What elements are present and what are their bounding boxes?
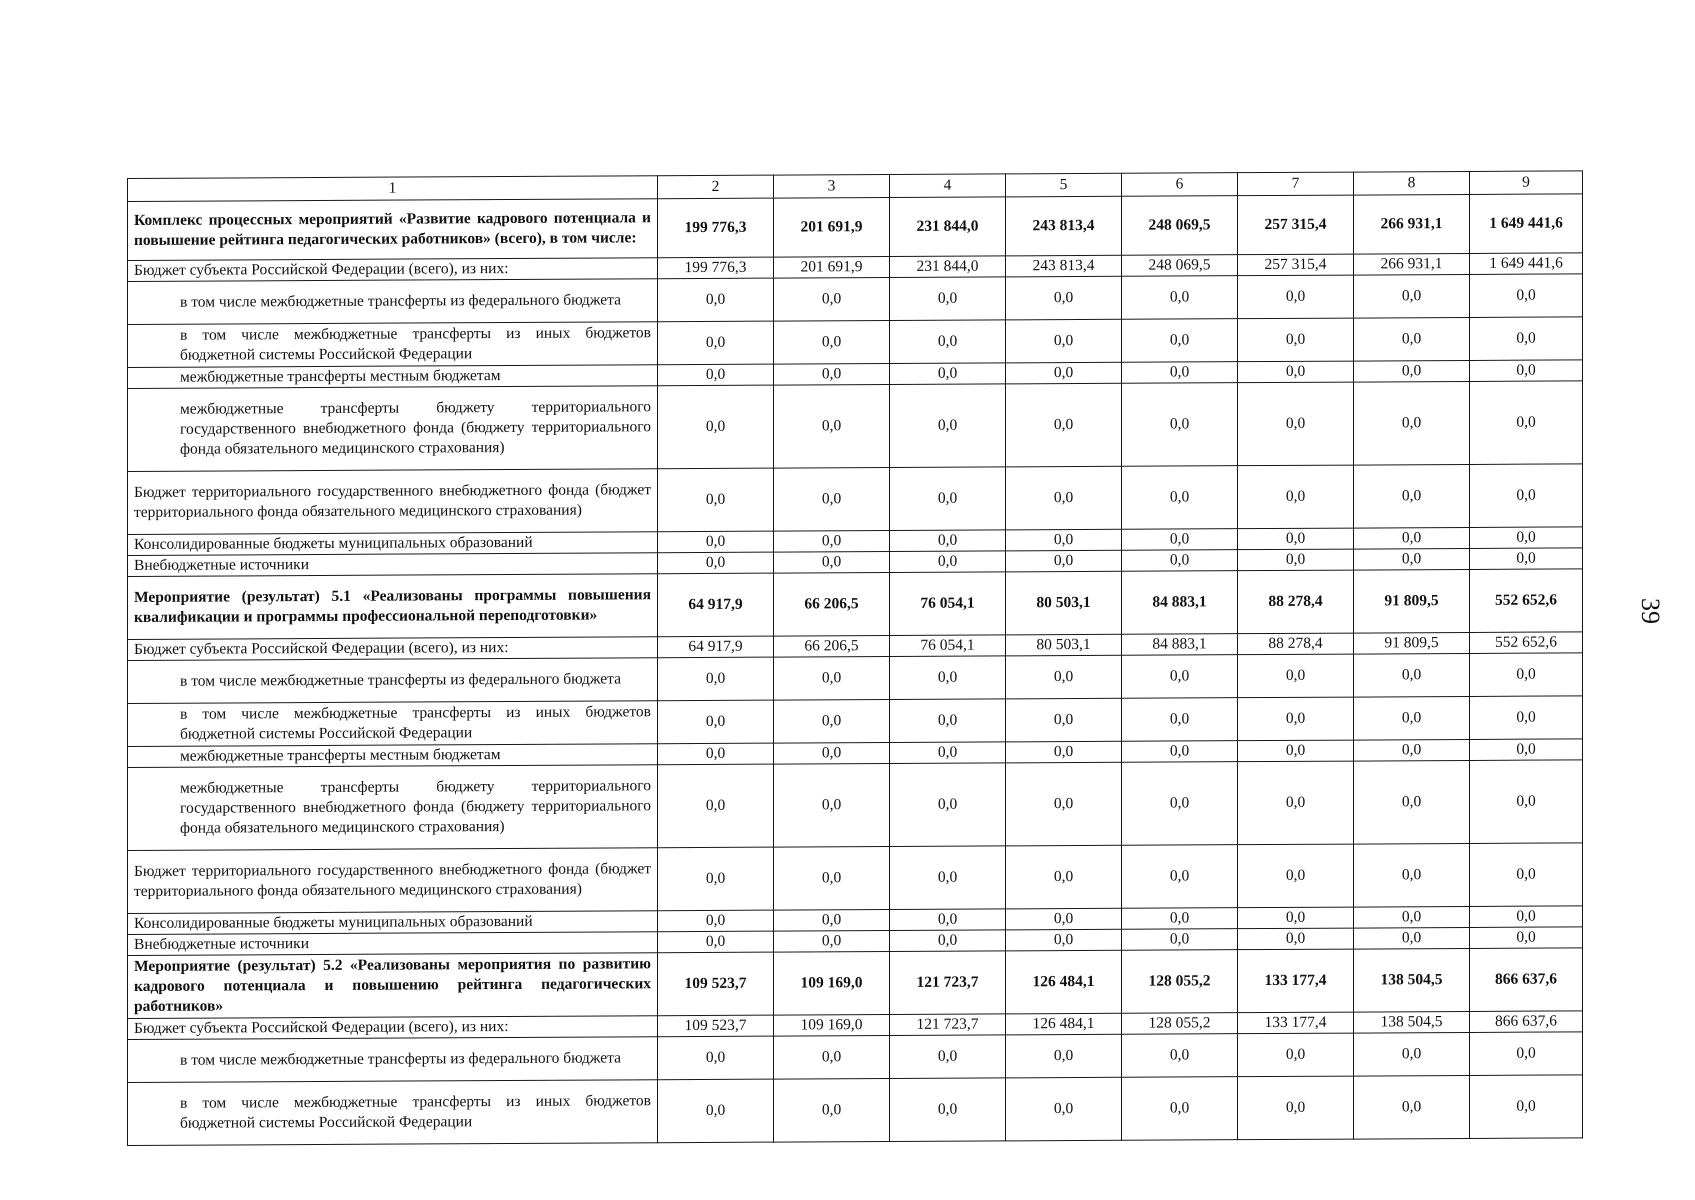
value-cell: 0,0 xyxy=(1122,383,1238,467)
value-cell: 0,0 xyxy=(1006,1034,1122,1078)
value-cell: 0,0 xyxy=(1470,527,1583,549)
value-cell: 0,0 xyxy=(1354,464,1470,528)
table-row xyxy=(128,274,1583,325)
value-cell: 0,0 xyxy=(1006,741,1122,763)
value-cell: 84 883,1 xyxy=(1122,634,1238,656)
value-cell: 0,0 xyxy=(658,657,774,701)
value-cell: 64 917,9 xyxy=(658,573,774,637)
value-cell: 109 169,0 xyxy=(774,952,890,1016)
budget-table xyxy=(127,170,1583,1146)
table-row xyxy=(128,696,1583,747)
value-cell: 0,0 xyxy=(1122,929,1238,951)
row-label: Внебюджетные источники xyxy=(128,553,658,577)
value-cell: 0,0 xyxy=(1470,381,1583,465)
value-cell: 0,0 xyxy=(658,910,774,932)
value-cell: 0,0 xyxy=(1238,928,1354,950)
value-cell: 133 177,4 xyxy=(1238,1012,1354,1034)
value-cell: 248 069,5 xyxy=(1122,196,1238,256)
value-cell: 0,0 xyxy=(1238,549,1354,571)
value-cell: 0,0 xyxy=(1006,762,1122,846)
value-cell: 0,0 xyxy=(890,1078,1006,1142)
row-label: Бюджет субъекта Российской Федерации (всего), из них: xyxy=(128,637,658,661)
value-cell: 0,0 xyxy=(1122,550,1238,572)
value-cell: 0,0 xyxy=(1470,739,1583,761)
value-cell: 0,0 xyxy=(774,764,890,848)
value-cell: 0,0 xyxy=(1470,1032,1583,1076)
value-cell: 0,0 xyxy=(1470,548,1583,570)
value-cell: 266 931,1 xyxy=(1354,253,1470,275)
value-cell: 0,0 xyxy=(658,1079,774,1143)
value-cell: 0,0 xyxy=(1122,655,1238,699)
value-cell: 0,0 xyxy=(1354,906,1470,928)
value-cell: 0,0 xyxy=(1238,907,1354,929)
value-cell: 128 055,2 xyxy=(1122,950,1238,1014)
row-label: межбюджетные трансферты бюджету территориального государственного внебюджетного фонда (бюджету территориального фонда обязательного медицинского страхования) xyxy=(128,386,658,472)
value-cell: 0,0 xyxy=(1354,927,1470,949)
value-cell: 0,0 xyxy=(658,764,774,848)
value-cell: 0,0 xyxy=(774,1036,890,1080)
value-cell: 0,0 xyxy=(1122,276,1238,320)
value-cell: 109 523,7 xyxy=(658,952,774,1016)
value-cell: 0,0 xyxy=(890,930,1006,952)
value-cell: 0,0 xyxy=(1006,383,1122,467)
value-cell: 0,0 xyxy=(1470,274,1583,318)
value-cell: 76 054,1 xyxy=(890,635,1006,657)
value-cell: 0,0 xyxy=(1470,927,1583,949)
value-cell: 0,0 xyxy=(1122,529,1238,551)
value-cell: 0,0 xyxy=(1354,843,1470,907)
table-row xyxy=(128,1075,1583,1146)
value-cell: 109 523,7 xyxy=(658,1015,774,1037)
value-cell: 0,0 xyxy=(658,743,774,765)
row-label: межбюджетные трансферты местным бюджетам xyxy=(128,744,658,768)
header-cell: 5 xyxy=(1006,173,1122,197)
row-label: в том числе межбюджетные трансферты из федерального бюджета xyxy=(128,658,658,704)
row-label: межбюджетные трансферты местным бюджетам xyxy=(128,365,658,389)
value-cell: 109 169,0 xyxy=(774,1015,890,1037)
value-cell: 0,0 xyxy=(774,552,890,574)
value-cell: 138 504,5 xyxy=(1354,1011,1470,1033)
value-cell: 0,0 xyxy=(890,742,1006,764)
value-cell: 0,0 xyxy=(1238,318,1354,362)
value-cell: 138 504,5 xyxy=(1354,948,1470,1012)
value-cell: 91 809,5 xyxy=(1354,632,1470,654)
value-cell: 0,0 xyxy=(658,931,774,953)
value-cell: 0,0 xyxy=(1470,653,1583,697)
value-cell: 128 055,2 xyxy=(1122,1013,1238,1035)
value-cell: 552 652,6 xyxy=(1470,632,1583,654)
value-cell: 0,0 xyxy=(1470,464,1583,528)
value-cell: 0,0 xyxy=(890,909,1006,931)
header-cell: 2 xyxy=(658,175,774,199)
value-cell: 0,0 xyxy=(658,321,774,365)
value-cell: 0,0 xyxy=(1354,527,1470,549)
value-cell: 0,0 xyxy=(1354,696,1470,740)
row-label: в том числе межбюджетные трансферты из федерального бюджета xyxy=(128,1037,658,1083)
value-cell: 0,0 xyxy=(774,847,890,911)
value-cell: 0,0 xyxy=(1006,929,1122,951)
value-cell: 0,0 xyxy=(890,846,1006,910)
value-cell: 0,0 xyxy=(1122,908,1238,930)
row-label: Бюджет территориального государственного внебюджетного фонда (бюджет территориального фонда обязательного медицинского страхования) xyxy=(128,848,658,914)
table-row xyxy=(128,843,1583,914)
value-cell: 1 649 441,6 xyxy=(1470,253,1583,275)
value-cell: 0,0 xyxy=(1470,1075,1583,1139)
row-label: Бюджет субъекта Российской Федерации (всего), из них: xyxy=(128,258,658,282)
value-cell: 0,0 xyxy=(774,278,890,322)
value-cell: 0,0 xyxy=(1238,275,1354,319)
value-cell: 0,0 xyxy=(1354,317,1470,361)
value-cell: 0,0 xyxy=(1354,360,1470,382)
row-label: Внебюджетные источники xyxy=(128,932,658,956)
value-cell: 0,0 xyxy=(1354,548,1470,570)
value-cell: 76 054,1 xyxy=(890,572,1006,636)
value-cell: 0,0 xyxy=(1122,1077,1238,1141)
value-cell: 0,0 xyxy=(890,551,1006,573)
table-row xyxy=(128,569,1583,640)
value-cell: 0,0 xyxy=(1238,528,1354,550)
value-cell: 133 177,4 xyxy=(1238,949,1354,1013)
value-cell: 0,0 xyxy=(774,385,890,469)
row-label: Мероприятие (результат) 5.2 «Реализованы мероприятия по развитию кадрового потенциала и повышению рейтинга педагогических работников» xyxy=(128,953,658,1019)
value-cell: 0,0 xyxy=(1122,845,1238,909)
table-row xyxy=(128,464,1583,535)
row-label: межбюджетные трансферты бюджету территориального государственного внебюджетного фонда (бюджету территориального фонда обязательного медицинского страхования) xyxy=(128,765,658,851)
value-cell: 0,0 xyxy=(774,910,890,932)
row-label: Бюджет субъекта Российской Федерации (всего), из них: xyxy=(128,1016,658,1040)
value-cell: 0,0 xyxy=(774,321,890,365)
value-cell: 0,0 xyxy=(1354,274,1470,318)
value-cell: 0,0 xyxy=(1238,361,1354,383)
value-cell: 257 315,4 xyxy=(1238,195,1354,255)
header-cell: 8 xyxy=(1354,171,1470,195)
value-cell: 0,0 xyxy=(1122,1034,1238,1078)
value-cell: 66 206,5 xyxy=(774,573,890,637)
row-label: Консолидированные бюджеты муниципальных образований xyxy=(128,532,658,556)
header-cell: 6 xyxy=(1122,173,1238,197)
value-cell: 0,0 xyxy=(1006,655,1122,699)
value-cell: 121 723,7 xyxy=(890,951,1006,1015)
value-cell: 0,0 xyxy=(774,364,890,386)
value-cell: 0,0 xyxy=(890,363,1006,385)
value-cell: 0,0 xyxy=(1006,529,1122,551)
value-cell: 0,0 xyxy=(890,277,1006,321)
value-cell: 0,0 xyxy=(1238,844,1354,908)
value-cell: 0,0 xyxy=(1354,381,1470,465)
row-label: Консолидированные бюджеты муниципальных образований xyxy=(128,911,658,935)
value-cell: 0,0 xyxy=(890,530,1006,552)
value-cell: 866 637,6 xyxy=(1470,1011,1583,1033)
value-cell: 248 069,5 xyxy=(1122,255,1238,277)
value-cell: 0,0 xyxy=(1006,362,1122,384)
value-cell: 64 917,9 xyxy=(658,636,774,658)
table-row xyxy=(128,194,1583,261)
value-cell: 0,0 xyxy=(1122,762,1238,846)
value-cell: 88 278,4 xyxy=(1238,633,1354,655)
row-label: в том числе межбюджетные трансферты из иных бюджетов бюджетной системы Российской Федерации xyxy=(128,1080,658,1146)
value-cell: 0,0 xyxy=(890,699,1006,743)
value-cell: 0,0 xyxy=(658,278,774,322)
value-cell: 80 503,1 xyxy=(1006,634,1122,656)
header-cell: 3 xyxy=(774,175,890,199)
value-cell: 231 844,0 xyxy=(890,256,1006,278)
value-cell: 0,0 xyxy=(1122,362,1238,384)
value-cell: 552 652,6 xyxy=(1470,569,1583,633)
value-cell: 0,0 xyxy=(1470,843,1583,907)
value-cell: 0,0 xyxy=(1006,466,1122,530)
row-label: Комплекс процессных мероприятий «Развитие кадрового потенциала и повышение рейтинга педагогических работников» (всего), в том числе: xyxy=(128,199,658,261)
value-cell: 0,0 xyxy=(1238,740,1354,762)
value-cell: 0,0 xyxy=(774,468,890,532)
value-cell: 88 278,4 xyxy=(1238,570,1354,634)
value-cell: 0,0 xyxy=(890,763,1006,847)
value-cell: 0,0 xyxy=(1470,360,1583,382)
value-cell: 1 649 441,6 xyxy=(1470,194,1583,254)
value-cell: 0,0 xyxy=(1006,319,1122,363)
table-row xyxy=(128,948,1583,1019)
value-cell: 0,0 xyxy=(1122,466,1238,530)
value-cell: 0,0 xyxy=(1470,696,1583,740)
value-cell: 0,0 xyxy=(890,1035,1006,1079)
value-cell: 0,0 xyxy=(658,385,774,469)
value-cell: 0,0 xyxy=(774,657,890,701)
value-cell: 201 691,9 xyxy=(774,198,890,258)
value-cell: 0,0 xyxy=(1354,653,1470,697)
value-cell: 84 883,1 xyxy=(1122,571,1238,635)
value-cell: 0,0 xyxy=(1238,1076,1354,1140)
value-cell: 0,0 xyxy=(890,384,1006,468)
value-cell: 0,0 xyxy=(1470,760,1583,844)
value-cell: 0,0 xyxy=(1006,845,1122,909)
value-cell: 0,0 xyxy=(774,531,890,553)
page-number: 39 xyxy=(1636,598,1665,624)
value-cell: 126 484,1 xyxy=(1006,950,1122,1014)
value-cell: 0,0 xyxy=(1238,1033,1354,1077)
value-cell: 0,0 xyxy=(1238,465,1354,529)
table-row xyxy=(128,760,1583,851)
value-cell: 0,0 xyxy=(658,847,774,911)
header-cell: 1 xyxy=(128,176,658,202)
value-cell: 0,0 xyxy=(1238,761,1354,845)
value-cell: 0,0 xyxy=(1006,276,1122,320)
value-cell: 0,0 xyxy=(1354,1032,1470,1076)
value-cell: 0,0 xyxy=(774,700,890,744)
value-cell: 0,0 xyxy=(1354,1075,1470,1139)
value-cell: 91 809,5 xyxy=(1354,569,1470,633)
value-cell: 0,0 xyxy=(1354,739,1470,761)
value-cell: 243 813,4 xyxy=(1006,255,1122,277)
value-cell: 0,0 xyxy=(1470,317,1583,361)
value-cell: 0,0 xyxy=(1006,550,1122,572)
value-cell: 0,0 xyxy=(774,931,890,953)
value-cell: 866 637,6 xyxy=(1470,948,1583,1012)
value-cell: 0,0 xyxy=(1122,319,1238,363)
value-cell: 0,0 xyxy=(1470,906,1583,928)
value-cell: 121 723,7 xyxy=(890,1014,1006,1036)
value-cell: 0,0 xyxy=(774,1079,890,1143)
header-cell: 9 xyxy=(1470,171,1583,195)
value-cell: 126 484,1 xyxy=(1006,1013,1122,1035)
table-row xyxy=(128,317,1583,368)
value-cell: 0,0 xyxy=(1238,697,1354,741)
table-row xyxy=(128,381,1583,472)
value-cell: 66 206,5 xyxy=(774,636,890,658)
value-cell: 0,0 xyxy=(890,467,1006,531)
value-cell: 0,0 xyxy=(1122,741,1238,763)
row-label: Мероприятие (результат) 5.1 «Реализованы программы повышения квалификации и программы профессиональной переподготовки» xyxy=(128,574,658,640)
row-label: в том числе межбюджетные трансферты из иных бюджетов бюджетной системы Российской Федерации xyxy=(128,322,658,368)
value-cell: 199 776,3 xyxy=(658,257,774,279)
value-cell: 0,0 xyxy=(658,552,774,574)
row-label: в том числе межбюджетные трансферты из федерального бюджета xyxy=(128,279,658,325)
value-cell: 0,0 xyxy=(1006,698,1122,742)
header-cell: 7 xyxy=(1238,172,1354,196)
value-cell: 0,0 xyxy=(658,468,774,532)
value-cell: 0,0 xyxy=(658,700,774,744)
value-cell: 257 315,4 xyxy=(1238,254,1354,276)
value-cell: 0,0 xyxy=(1006,908,1122,930)
value-cell: 0,0 xyxy=(1238,382,1354,466)
value-cell: 0,0 xyxy=(658,1036,774,1080)
value-cell: 0,0 xyxy=(658,531,774,553)
value-cell: 0,0 xyxy=(890,656,1006,700)
table-row xyxy=(128,1032,1583,1083)
value-cell: 0,0 xyxy=(1122,698,1238,742)
value-cell: 0,0 xyxy=(658,364,774,386)
row-label: Бюджет территориального государственного внебюджетного фонда (бюджет территориального фонда обязательного медицинского страхования) xyxy=(128,469,658,535)
value-cell: 80 503,1 xyxy=(1006,571,1122,635)
value-cell: 199 776,3 xyxy=(658,198,774,258)
value-cell: 0,0 xyxy=(890,320,1006,364)
value-cell: 231 844,0 xyxy=(890,197,1006,257)
row-label: в том числе межбюджетные трансферты из иных бюджетов бюджетной системы Российской Федерации xyxy=(128,701,658,747)
value-cell: 0,0 xyxy=(774,743,890,765)
table-row xyxy=(128,653,1583,704)
header-cell: 4 xyxy=(890,174,1006,198)
value-cell: 243 813,4 xyxy=(1006,196,1122,256)
value-cell: 266 931,1 xyxy=(1354,194,1470,254)
value-cell: 0,0 xyxy=(1238,654,1354,698)
value-cell: 0,0 xyxy=(1354,760,1470,844)
value-cell: 0,0 xyxy=(1006,1077,1122,1141)
value-cell: 201 691,9 xyxy=(774,257,890,279)
